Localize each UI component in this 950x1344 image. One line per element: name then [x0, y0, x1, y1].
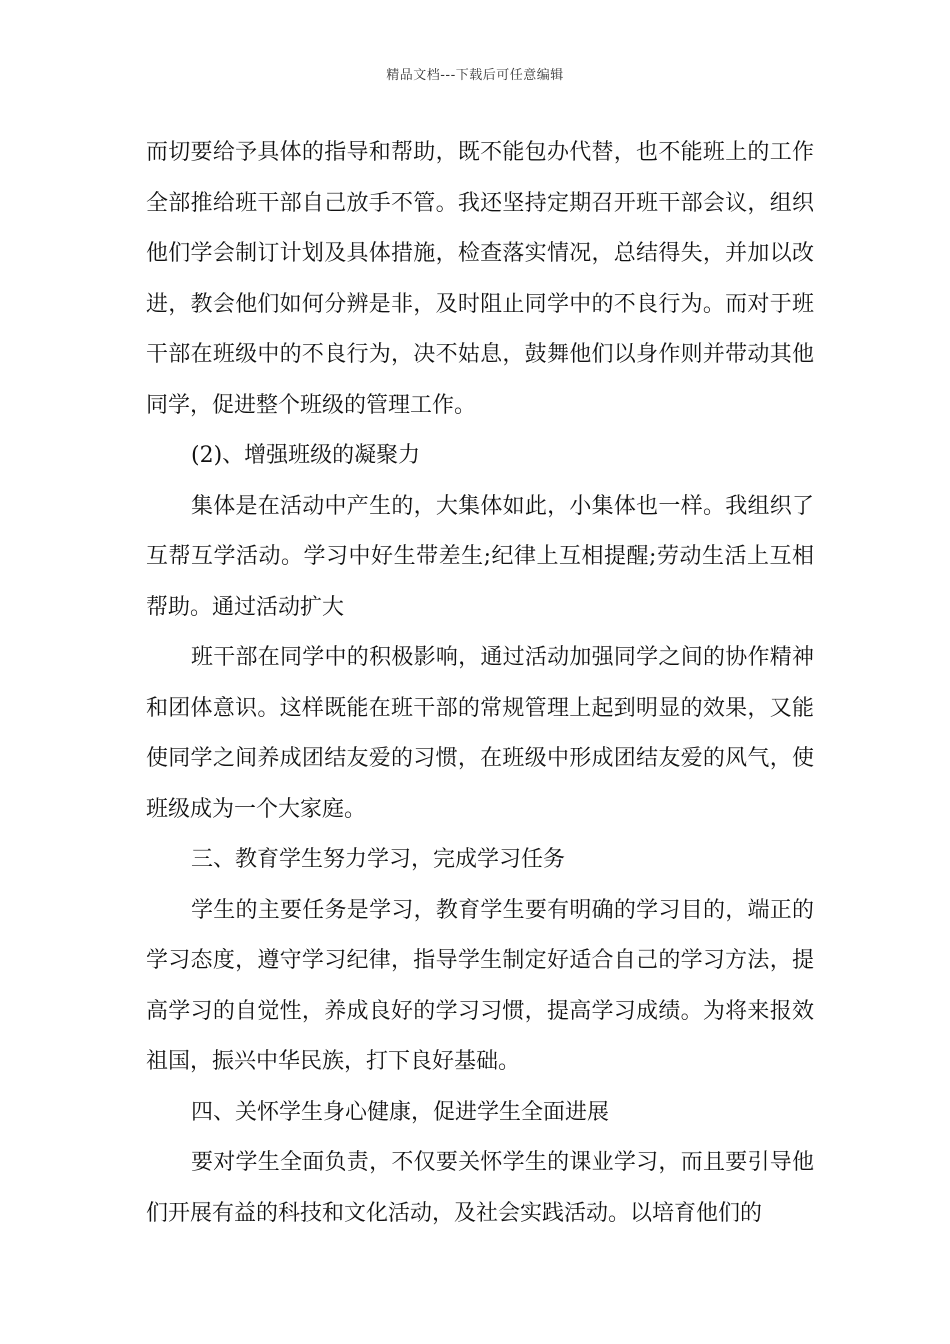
page-header: 精品文档---下载后可任意编辑 [386, 68, 564, 83]
document-body [146, 128, 814, 1239]
paragraph-3: 班干部在同学中的积极影响，通过活动加强同学之间的协作精神和团体意识。这样既能在班干部的常规管理上起到明显的效果，又能使同学之间养成团结友爱的习惯，在班级中形成团结友爱的风气，使班级成为一个大家庭。 [146, 645, 814, 822]
paragraph-2: 集体是在活动中产生的，大集体如此，小集体也一样。我组织了互帮互学活动。学习中好生带差生;纪律上互相提醒;劳动生活上互相帮助。通过活动扩大 [146, 493, 814, 620]
paragraph-5: 要对学生全面负责，不仅要关怀学生的课业学习，而且要引导他们开展有益的科技和文化活动，及社会实践活动。以培育他们的 [146, 1150, 814, 1226]
section-heading-health: 四、关怀学生身心健康，促进学生全面进展 [191, 1099, 610, 1125]
section-heading-study: 三、教育学生努力学习，完成学习任务 [191, 847, 566, 872]
paragraph-4: 学生的主要任务是学习，教育学生要有明确的学习目的，端正的学习态度，遵守学习纪律，指导学生制定好适合自己的学习方法，提高学习的自觉性，养成良好的学习习惯，提高学习成绩。为将来报效祖国，振兴中华民族，打下良好基础。 [146, 897, 814, 1074]
section-heading-cohesion: (2)、增强班级的凝聚力 [191, 443, 421, 468]
paragraph-1: 而切要给予具体的指导和帮助，既不能包办代替，也不能班上的工作全部推给班干部自己放手不管。我还坚持定期召开班干部会议，组织他们学会制订计划及具体措施，检查落实情况，总结得失，并加以改进，教会他们如何分辨是非，及时阻止同学中的不良行为。而对于班干部在班级中的不良行为，决不姑息，鼓舞他们以身作则并带动其他同学，促进整个班级的管理工作。 [146, 140, 814, 418]
